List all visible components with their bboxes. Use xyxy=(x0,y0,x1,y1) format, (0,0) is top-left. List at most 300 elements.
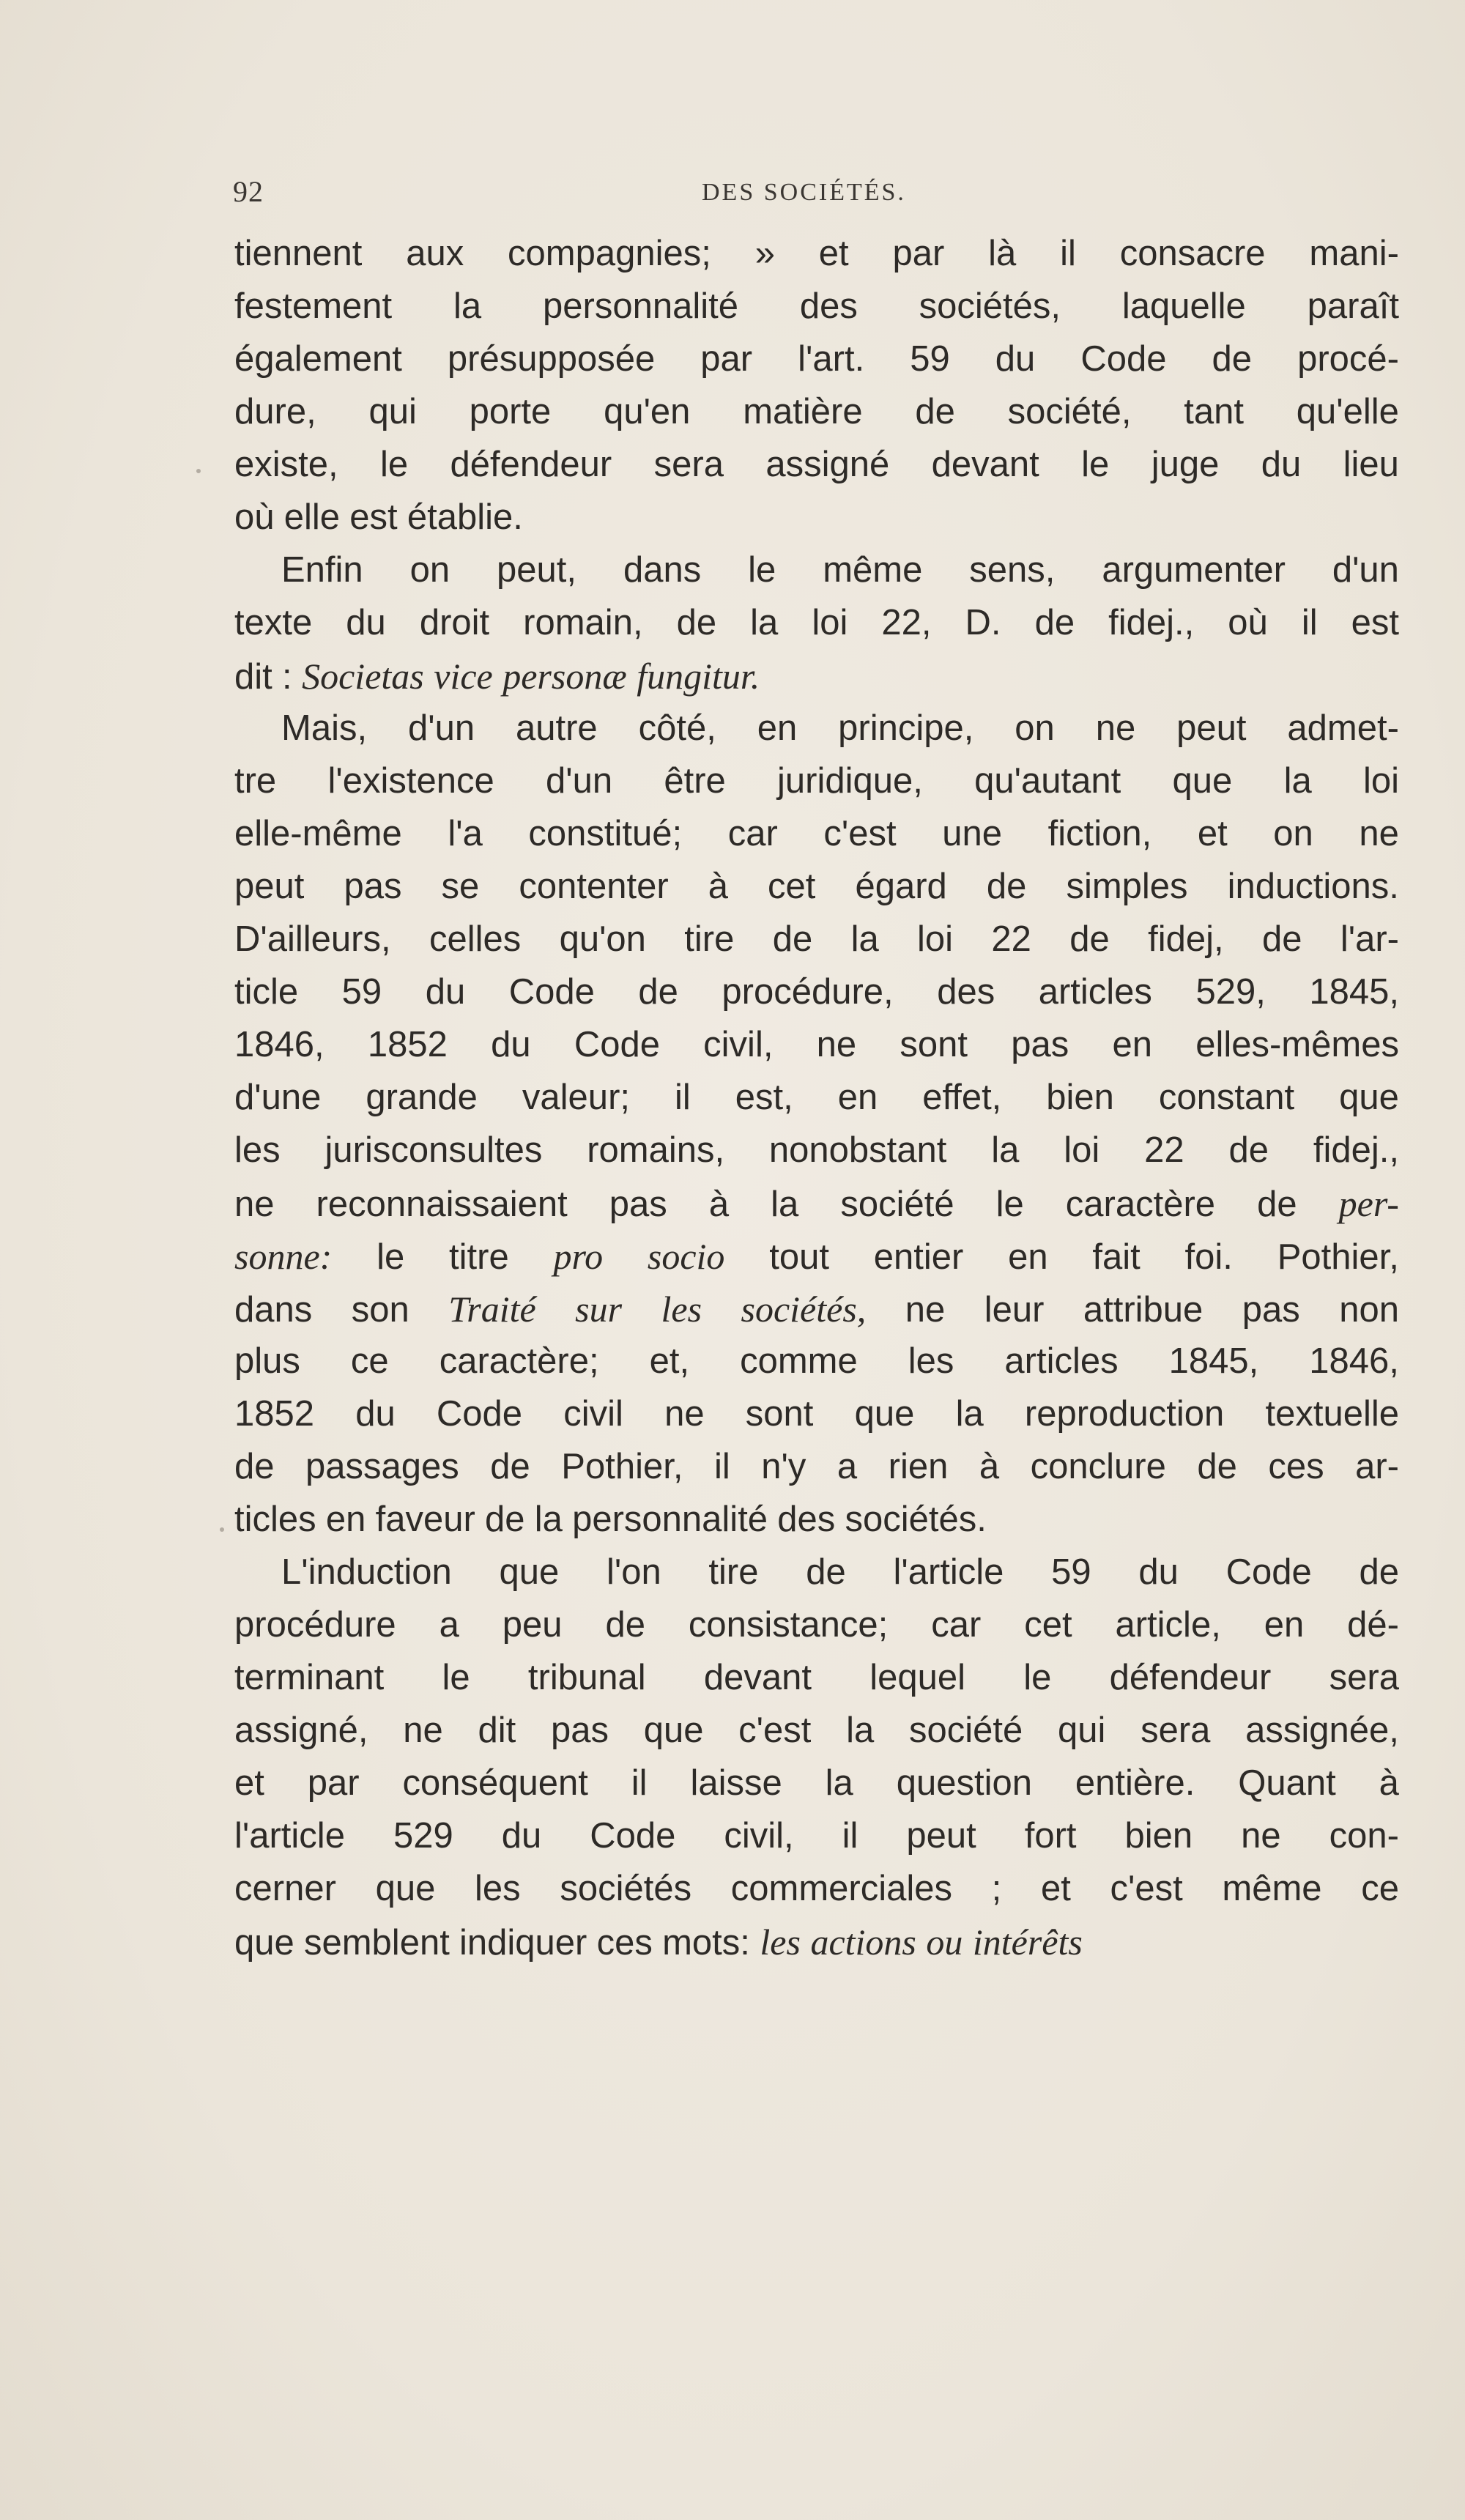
word: il xyxy=(713,1447,730,1486)
text-line xyxy=(234,1815,1399,1868)
word: procé- xyxy=(1297,339,1399,379)
word: argumenter xyxy=(1102,550,1286,590)
word: à xyxy=(708,1185,730,1224)
word: juridique, xyxy=(777,761,923,801)
word: le xyxy=(748,550,776,590)
text-line xyxy=(234,971,1399,1024)
word: ticle xyxy=(234,972,299,1012)
word: sera xyxy=(1329,1658,1399,1697)
word: la xyxy=(825,1763,853,1803)
word: en xyxy=(837,1078,878,1117)
text-line xyxy=(234,1341,1399,1393)
word: ar- xyxy=(1355,1447,1399,1486)
text-line xyxy=(234,549,1399,602)
word: que xyxy=(234,1923,294,1963)
word: droit xyxy=(419,603,490,642)
word: l'a xyxy=(448,814,483,853)
word: ; xyxy=(991,1869,1002,1908)
word: jurisconsultes xyxy=(324,1130,543,1170)
word: de xyxy=(490,1447,530,1486)
word: terminant xyxy=(234,1658,385,1697)
word: articles xyxy=(1004,1341,1119,1381)
text-line xyxy=(234,1130,1399,1182)
word: que xyxy=(1172,761,1233,801)
word: qui xyxy=(368,392,417,431)
word: inductions. xyxy=(1227,867,1399,906)
text-line xyxy=(234,497,1399,549)
word: dit xyxy=(234,657,272,697)
word: en xyxy=(1112,1025,1152,1064)
word: fort xyxy=(1024,1816,1077,1856)
word: c'est xyxy=(1110,1869,1183,1908)
word: les xyxy=(760,1922,801,1963)
word: est, xyxy=(735,1078,793,1117)
word: romains, xyxy=(587,1130,725,1170)
word: ce xyxy=(350,1341,389,1381)
word: civil xyxy=(563,1394,623,1434)
word: sociétés, xyxy=(741,1289,867,1330)
word: ne xyxy=(1359,814,1399,853)
word: foi. xyxy=(1184,1237,1233,1277)
word: est xyxy=(349,497,398,537)
word: Code xyxy=(508,972,595,1012)
word: des xyxy=(937,972,995,1012)
word: pas xyxy=(1242,1290,1300,1330)
text-line xyxy=(234,655,1399,708)
word: de xyxy=(1212,339,1253,379)
word: tribunal xyxy=(527,1658,646,1697)
word: de xyxy=(1257,1185,1297,1224)
text-line xyxy=(234,233,1399,286)
word: peut xyxy=(234,867,305,906)
word: le xyxy=(1081,445,1110,484)
word: de xyxy=(1197,1447,1237,1486)
word: 1852 xyxy=(367,1025,448,1064)
word: la xyxy=(991,1130,1020,1170)
word: la xyxy=(955,1394,984,1434)
word: la xyxy=(534,1500,563,1539)
word: il xyxy=(1060,234,1076,273)
word: du xyxy=(491,1025,531,1064)
word: 1846, xyxy=(234,1025,324,1064)
word: assigné xyxy=(765,445,890,484)
text-line xyxy=(234,708,1399,760)
word: simples xyxy=(1066,867,1188,906)
word: conclure xyxy=(1030,1447,1166,1486)
word: caractère; xyxy=(439,1341,599,1381)
word: articles xyxy=(1038,972,1152,1012)
word: où xyxy=(1228,603,1268,642)
word: la xyxy=(846,1711,875,1750)
word: les xyxy=(661,1289,702,1330)
word: Pothier, xyxy=(1277,1237,1399,1277)
word: de xyxy=(1359,1552,1399,1592)
word: 529 xyxy=(393,1816,453,1856)
word: le xyxy=(380,445,409,484)
word: fidej., xyxy=(1313,1130,1399,1170)
word: sont xyxy=(900,1025,968,1064)
word: consacre xyxy=(1119,234,1266,273)
word: ces xyxy=(1268,1447,1324,1486)
word: dé- xyxy=(1347,1605,1399,1645)
text-line xyxy=(234,1710,1399,1763)
text-line xyxy=(234,866,1399,919)
word: ces xyxy=(596,1923,653,1963)
word: par xyxy=(700,339,753,379)
word: les xyxy=(475,1869,521,1908)
paper-speck xyxy=(196,469,201,473)
word: dit xyxy=(478,1711,516,1750)
word: qu'elle xyxy=(1296,392,1399,431)
word: actions xyxy=(810,1922,916,1963)
text-line xyxy=(234,1921,1399,1974)
word: vice xyxy=(434,656,493,697)
word: tiennent xyxy=(234,234,363,273)
word: société xyxy=(840,1185,954,1224)
word: 1846, xyxy=(1309,1341,1399,1381)
word: car xyxy=(727,814,778,853)
word: aux xyxy=(406,234,464,273)
word: les xyxy=(908,1341,954,1381)
word: du xyxy=(995,339,1036,379)
word: côté, xyxy=(638,708,716,748)
word: sociétés xyxy=(560,1869,692,1908)
word: ne xyxy=(234,1185,275,1224)
word: de xyxy=(1262,919,1302,959)
word: peut xyxy=(906,1816,976,1856)
text-line xyxy=(234,338,1399,391)
word: tire xyxy=(708,1552,759,1592)
word: la xyxy=(750,603,779,642)
word: indiquer xyxy=(459,1923,587,1963)
word: 1845, xyxy=(1309,972,1399,1012)
word: qui xyxy=(1057,1711,1106,1750)
word: valeur; xyxy=(522,1078,630,1117)
word: reconnaissaient xyxy=(316,1185,568,1224)
text-line xyxy=(234,919,1399,971)
word: société, xyxy=(1007,392,1132,431)
word: car xyxy=(931,1605,982,1645)
word: pas xyxy=(609,1185,667,1224)
word: peu xyxy=(502,1605,563,1645)
text-line xyxy=(234,1763,1399,1815)
word: grande xyxy=(366,1078,478,1117)
word: attribue xyxy=(1083,1290,1203,1330)
word: une xyxy=(942,814,1003,853)
word: titre xyxy=(449,1237,509,1277)
word: du xyxy=(501,1816,542,1856)
word: pro xyxy=(553,1236,604,1277)
word: de xyxy=(772,919,813,959)
word: mani- xyxy=(1309,234,1399,273)
word: pas xyxy=(550,1711,609,1750)
word: sociétés. xyxy=(845,1500,987,1539)
word: commerciales xyxy=(730,1869,952,1908)
word: d'une xyxy=(234,1078,322,1117)
word: est xyxy=(1351,603,1399,642)
word: sur xyxy=(575,1289,623,1330)
word: qu'autant xyxy=(974,761,1121,801)
word: son xyxy=(351,1290,409,1330)
word: l'article xyxy=(893,1552,1004,1592)
word: Societas xyxy=(302,656,424,697)
word: assignée, xyxy=(1245,1711,1399,1750)
word: 22, xyxy=(881,603,932,642)
word: loi xyxy=(1064,1130,1100,1170)
word: et xyxy=(1197,814,1228,853)
word: paraît xyxy=(1307,286,1399,326)
word: tout xyxy=(769,1237,829,1277)
word: on xyxy=(1273,814,1313,853)
word: le xyxy=(377,1237,405,1277)
word: société xyxy=(908,1711,1023,1750)
word: per- xyxy=(1338,1183,1399,1224)
running-head: DES SOCIÉTÉS. xyxy=(702,179,906,206)
word: cet xyxy=(768,867,816,906)
word: sera xyxy=(1141,1711,1211,1750)
word: laisse xyxy=(690,1763,782,1803)
body-text xyxy=(234,233,1399,1974)
word: que xyxy=(1339,1078,1399,1117)
word: la xyxy=(771,1185,799,1224)
word: bien xyxy=(1046,1078,1114,1117)
word: autre xyxy=(516,708,598,748)
word: 59 xyxy=(1051,1552,1091,1592)
word: 59 xyxy=(910,339,950,379)
word: non xyxy=(1339,1290,1399,1330)
word: ne xyxy=(1241,1816,1281,1856)
word: ne xyxy=(1095,708,1136,748)
word: sont xyxy=(745,1394,814,1434)
word: que xyxy=(499,1552,560,1592)
word: là xyxy=(988,234,1017,273)
word: fungitur. xyxy=(637,656,760,697)
word: plus xyxy=(234,1341,300,1381)
word: con- xyxy=(1329,1816,1399,1856)
word: de xyxy=(485,1500,525,1539)
word: c'est xyxy=(823,814,897,853)
word: procédure, xyxy=(722,972,894,1012)
word: présupposée xyxy=(447,339,656,379)
word: à xyxy=(979,1447,1000,1486)
word: caractère xyxy=(1065,1185,1216,1224)
word: Code xyxy=(1225,1552,1312,1592)
word: Traité xyxy=(448,1289,536,1330)
word: conséquent xyxy=(402,1763,588,1803)
word: le xyxy=(442,1658,470,1697)
word: tire xyxy=(684,919,735,959)
word: du xyxy=(355,1394,396,1434)
word: de xyxy=(1034,603,1075,642)
word: personæ xyxy=(502,656,627,697)
word: égard xyxy=(855,867,947,906)
word: festement xyxy=(234,286,393,326)
word: : xyxy=(281,657,292,697)
text-line xyxy=(234,1868,1399,1921)
word: de xyxy=(986,867,1027,906)
word: principe, xyxy=(838,708,974,748)
page-number: 92 xyxy=(233,175,264,208)
word: l'existence xyxy=(327,761,494,801)
word: de xyxy=(234,1447,275,1486)
text-line xyxy=(234,1657,1399,1710)
word: défendeur xyxy=(1109,1658,1272,1697)
word: effet, xyxy=(922,1078,1002,1117)
word: en xyxy=(325,1500,366,1539)
word: elle-même xyxy=(234,814,402,853)
word: L'induction xyxy=(281,1552,452,1592)
word: où xyxy=(234,497,275,537)
word: peut xyxy=(1176,708,1247,748)
word: les xyxy=(234,1130,281,1170)
word: pas xyxy=(1011,1025,1069,1064)
word: même xyxy=(823,550,923,590)
word: laquelle xyxy=(1121,286,1246,326)
word: ne xyxy=(816,1025,857,1064)
word: passages xyxy=(305,1447,459,1486)
word: fiction, xyxy=(1047,814,1152,853)
word: d'un xyxy=(545,761,613,801)
word: question xyxy=(896,1763,1032,1803)
word: on xyxy=(1015,708,1055,748)
text-line xyxy=(234,1446,1399,1499)
word: Quant xyxy=(1238,1763,1336,1803)
text-line xyxy=(234,1604,1399,1657)
word: de xyxy=(806,1552,846,1592)
word: procédure xyxy=(234,1605,396,1645)
word: Code xyxy=(436,1394,523,1434)
word: par xyxy=(892,234,945,273)
word: n'y xyxy=(761,1447,806,1486)
word: existe, xyxy=(234,445,338,484)
word: être xyxy=(664,761,726,801)
word: le xyxy=(1023,1658,1052,1697)
word: sonne: xyxy=(234,1236,333,1277)
page-header xyxy=(233,174,1405,218)
word: fidej., xyxy=(1108,603,1195,642)
word: du xyxy=(346,603,386,642)
word: lieu xyxy=(1343,445,1399,484)
word: que xyxy=(643,1711,704,1750)
word: fait xyxy=(1092,1237,1141,1277)
word: ne xyxy=(403,1711,443,1750)
word: établie. xyxy=(407,497,523,537)
word: rien xyxy=(888,1447,949,1486)
word: par xyxy=(307,1763,360,1803)
word: des xyxy=(799,286,858,326)
text-line xyxy=(234,391,1399,444)
word: semblent xyxy=(303,1923,450,1963)
word: porte xyxy=(469,392,552,431)
word: l'art. xyxy=(798,339,865,379)
word: civil, xyxy=(703,1025,774,1064)
word: il xyxy=(1301,603,1318,642)
word: assigné, xyxy=(234,1711,368,1750)
word: constant xyxy=(1158,1078,1295,1117)
word: de xyxy=(605,1605,645,1645)
word: elle xyxy=(283,497,341,537)
paper-speck xyxy=(220,1527,224,1532)
word: en xyxy=(1008,1237,1048,1277)
word: ne xyxy=(664,1394,705,1434)
word: 22 xyxy=(991,919,1031,959)
word: personnalité xyxy=(543,286,738,326)
word: l'article xyxy=(234,1816,345,1856)
word: a xyxy=(837,1447,858,1486)
word: du xyxy=(425,972,466,1012)
word: textuelle xyxy=(1265,1394,1399,1434)
word: admet- xyxy=(1287,708,1399,748)
word: entier xyxy=(873,1237,964,1277)
word: dure, xyxy=(234,392,316,431)
word: l'ar- xyxy=(1340,919,1399,959)
word: on xyxy=(409,550,450,590)
word: tre xyxy=(234,761,277,801)
word: loi xyxy=(917,919,954,959)
word: faveur xyxy=(375,1500,475,1539)
word: sens, xyxy=(969,550,1056,590)
word: de xyxy=(915,392,955,431)
text-line xyxy=(234,1288,1399,1341)
word: Code xyxy=(590,1816,676,1856)
word: sociétés, xyxy=(919,286,1061,326)
word: Code xyxy=(1080,339,1167,379)
word: même xyxy=(1222,1869,1322,1908)
word: et xyxy=(234,1763,264,1803)
word: et xyxy=(1040,1869,1071,1908)
word: elles-mêmes xyxy=(1195,1025,1399,1064)
text-line xyxy=(234,1499,1399,1552)
word: a xyxy=(439,1605,459,1645)
word: consistance; xyxy=(688,1605,889,1645)
text-line xyxy=(234,444,1399,497)
word: des xyxy=(777,1500,836,1539)
word: l'on xyxy=(606,1552,661,1592)
word: et, xyxy=(649,1341,690,1381)
word: sera xyxy=(653,445,724,484)
word: entière. xyxy=(1075,1763,1195,1803)
word: reproduction xyxy=(1024,1394,1225,1434)
text-line xyxy=(234,1552,1399,1604)
word: le xyxy=(995,1185,1024,1224)
word: 529, xyxy=(1195,972,1266,1012)
word: que xyxy=(375,1869,436,1908)
text-line xyxy=(234,1182,1399,1235)
word: Mais, xyxy=(281,708,368,748)
word: personnalité xyxy=(572,1500,768,1539)
word: défendeur xyxy=(450,445,612,484)
word: il xyxy=(674,1078,691,1117)
word: la xyxy=(453,286,482,326)
word: dans xyxy=(234,1290,313,1330)
word: tant xyxy=(1184,392,1245,431)
text-line xyxy=(234,1235,1399,1288)
word: de xyxy=(1228,1130,1269,1170)
word: du xyxy=(1261,445,1302,484)
word: Pothier, xyxy=(561,1447,683,1486)
word: devant xyxy=(703,1658,812,1697)
word: pas xyxy=(344,867,402,906)
word: dans xyxy=(623,550,702,590)
word: juge xyxy=(1151,445,1220,484)
word: ou xyxy=(926,1922,963,1963)
word: constitué; xyxy=(528,814,683,853)
word: intérêts xyxy=(972,1922,1083,1963)
word: ne xyxy=(905,1290,946,1330)
word: Enfin xyxy=(281,550,363,590)
word: Code xyxy=(574,1025,660,1064)
word: également xyxy=(234,339,402,379)
